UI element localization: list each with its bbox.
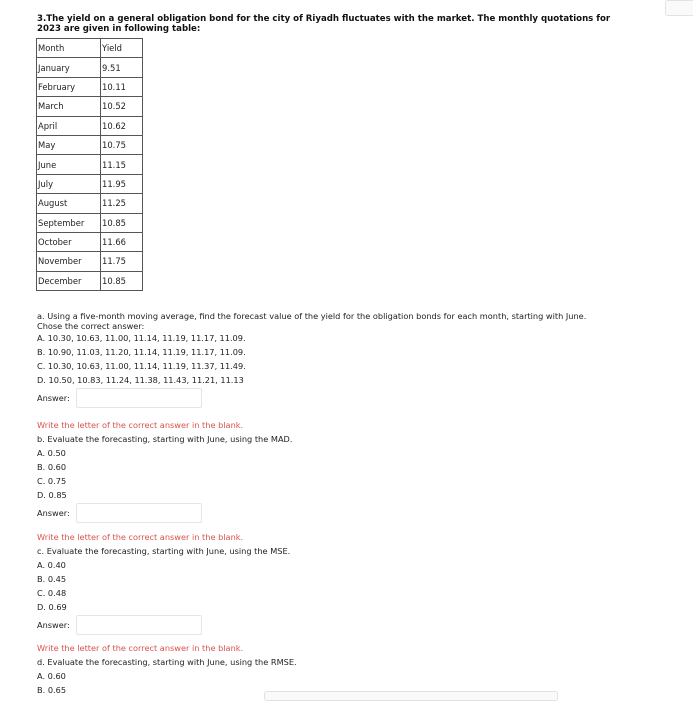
header-month: Month — [37, 39, 101, 58]
part-a-question: a. Using a five-month moving average, find the forecast value of the yield for the obligation bonds for each month, starting with June. Chose the correct answer: — [37, 311, 587, 331]
part-b-option-c: C. 0.75 — [37, 476, 67, 486]
month-cell: October — [37, 232, 101, 251]
part-a-hint: Write the letter of the correct answer in the blank. — [37, 420, 244, 430]
part-a — [37, 311, 657, 409]
part-c-option-a: A. 0.40 — [37, 560, 66, 570]
part-c-answer-row — [37, 614, 657, 636]
yield-table — [36, 38, 143, 291]
month-cell: June — [37, 155, 101, 174]
top-right-input-box[interactable] — [665, 0, 693, 16]
table-row — [37, 97, 143, 116]
part-c-answer-input[interactable] — [76, 615, 202, 635]
month-cell: March — [37, 97, 101, 116]
part-b-option-d: D. 0.85 — [37, 490, 67, 500]
yield-cell: 10.85 — [101, 271, 143, 290]
part-d-option-b: B. 0.65 — [37, 685, 67, 695]
part-a-option-d: D. 10.50, 10.83, 11.24, 11.38, 11.43, 11.21, 11.13 — [37, 375, 244, 385]
question-title: 3.The yield on a general obligation bond for the city of Riyadh fluctuates with the market. The monthly quotations for 2023 are given in following table: — [37, 14, 611, 34]
part-a-option-c: C. 10.30, 10.63, 11.00, 11.14, 11.19, 11.37, 11.49. — [37, 361, 246, 371]
yield-cell: 10.75 — [101, 135, 143, 154]
month-cell: July — [37, 174, 101, 193]
part-a-answer-input[interactable] — [76, 388, 202, 408]
part-b-answer-input[interactable] — [76, 503, 202, 523]
part-a-answer-label: Answer: — [37, 393, 70, 403]
month-cell: November — [37, 252, 101, 271]
table-header-row — [37, 39, 143, 58]
header-yield: Yield — [101, 39, 143, 58]
month-cell: January — [37, 58, 101, 77]
table-row — [37, 194, 143, 213]
month-cell: December — [37, 271, 101, 290]
part-d-question: d. Evaluate the forecasting, starting with June, using the RMSE. — [37, 657, 297, 667]
part-a-option-b: B. 10.90, 11.03, 11.20, 11.14, 11.19, 11.17, 11.09. — [37, 347, 246, 357]
part-a-answer-row — [37, 387, 657, 409]
table-row — [37, 135, 143, 154]
part-b-question: b. Evaluate the forecasting, starting with June, using the MAD. — [37, 434, 293, 444]
part-c-option-d: D. 0.69 — [37, 602, 67, 612]
month-cell: February — [37, 77, 101, 96]
month-cell: May — [37, 135, 101, 154]
part-c-hint: Write the letter of the correct answer in the blank. — [37, 643, 244, 653]
part-c-question: c. Evaluate the forecasting, starting with June, using the MSE. — [37, 546, 291, 556]
table-row — [37, 58, 143, 77]
table-row — [37, 271, 143, 290]
table-row — [37, 77, 143, 96]
part-b-answer-label: Answer: — [37, 508, 70, 518]
month-cell: April — [37, 116, 101, 135]
part-b-option-a: A. 0.50 — [37, 448, 66, 458]
table-row — [37, 213, 143, 232]
yield-cell: 10.52 — [101, 97, 143, 116]
table-row — [37, 174, 143, 193]
table-row — [37, 116, 143, 135]
yield-cell: 10.62 — [101, 116, 143, 135]
yield-cell: 11.95 — [101, 174, 143, 193]
part-d-option-a: A. 0.60 — [37, 671, 66, 681]
part-a-option-a: A. 10.30, 10.63, 11.00, 11.14, 11.19, 11.17, 11.09. — [37, 333, 246, 343]
yield-cell: 11.75 — [101, 252, 143, 271]
month-cell: September — [37, 213, 101, 232]
yield-cell: 10.85 — [101, 213, 143, 232]
yield-cell: 11.25 — [101, 194, 143, 213]
part-b-option-b: B. 0.60 — [37, 462, 67, 472]
yield-cell: 11.66 — [101, 232, 143, 251]
table-row — [37, 155, 143, 174]
month-cell: August — [37, 194, 101, 213]
part-b — [37, 418, 657, 524]
part-b-hint: Write the letter of the correct answer in the blank. — [37, 532, 244, 542]
table-row — [37, 252, 143, 271]
part-b-answer-row — [37, 502, 657, 524]
yield-cell: 10.11 — [101, 77, 143, 96]
part-c — [37, 530, 657, 636]
part-c-answer-label: Answer: — [37, 620, 70, 630]
yield-cell: 9.51 — [101, 58, 143, 77]
table-row — [37, 232, 143, 251]
part-c-option-c: C. 0.48 — [37, 588, 67, 598]
yield-cell: 11.15 — [101, 155, 143, 174]
part-d — [37, 641, 657, 697]
part-c-option-b: B. 0.45 — [37, 574, 67, 584]
